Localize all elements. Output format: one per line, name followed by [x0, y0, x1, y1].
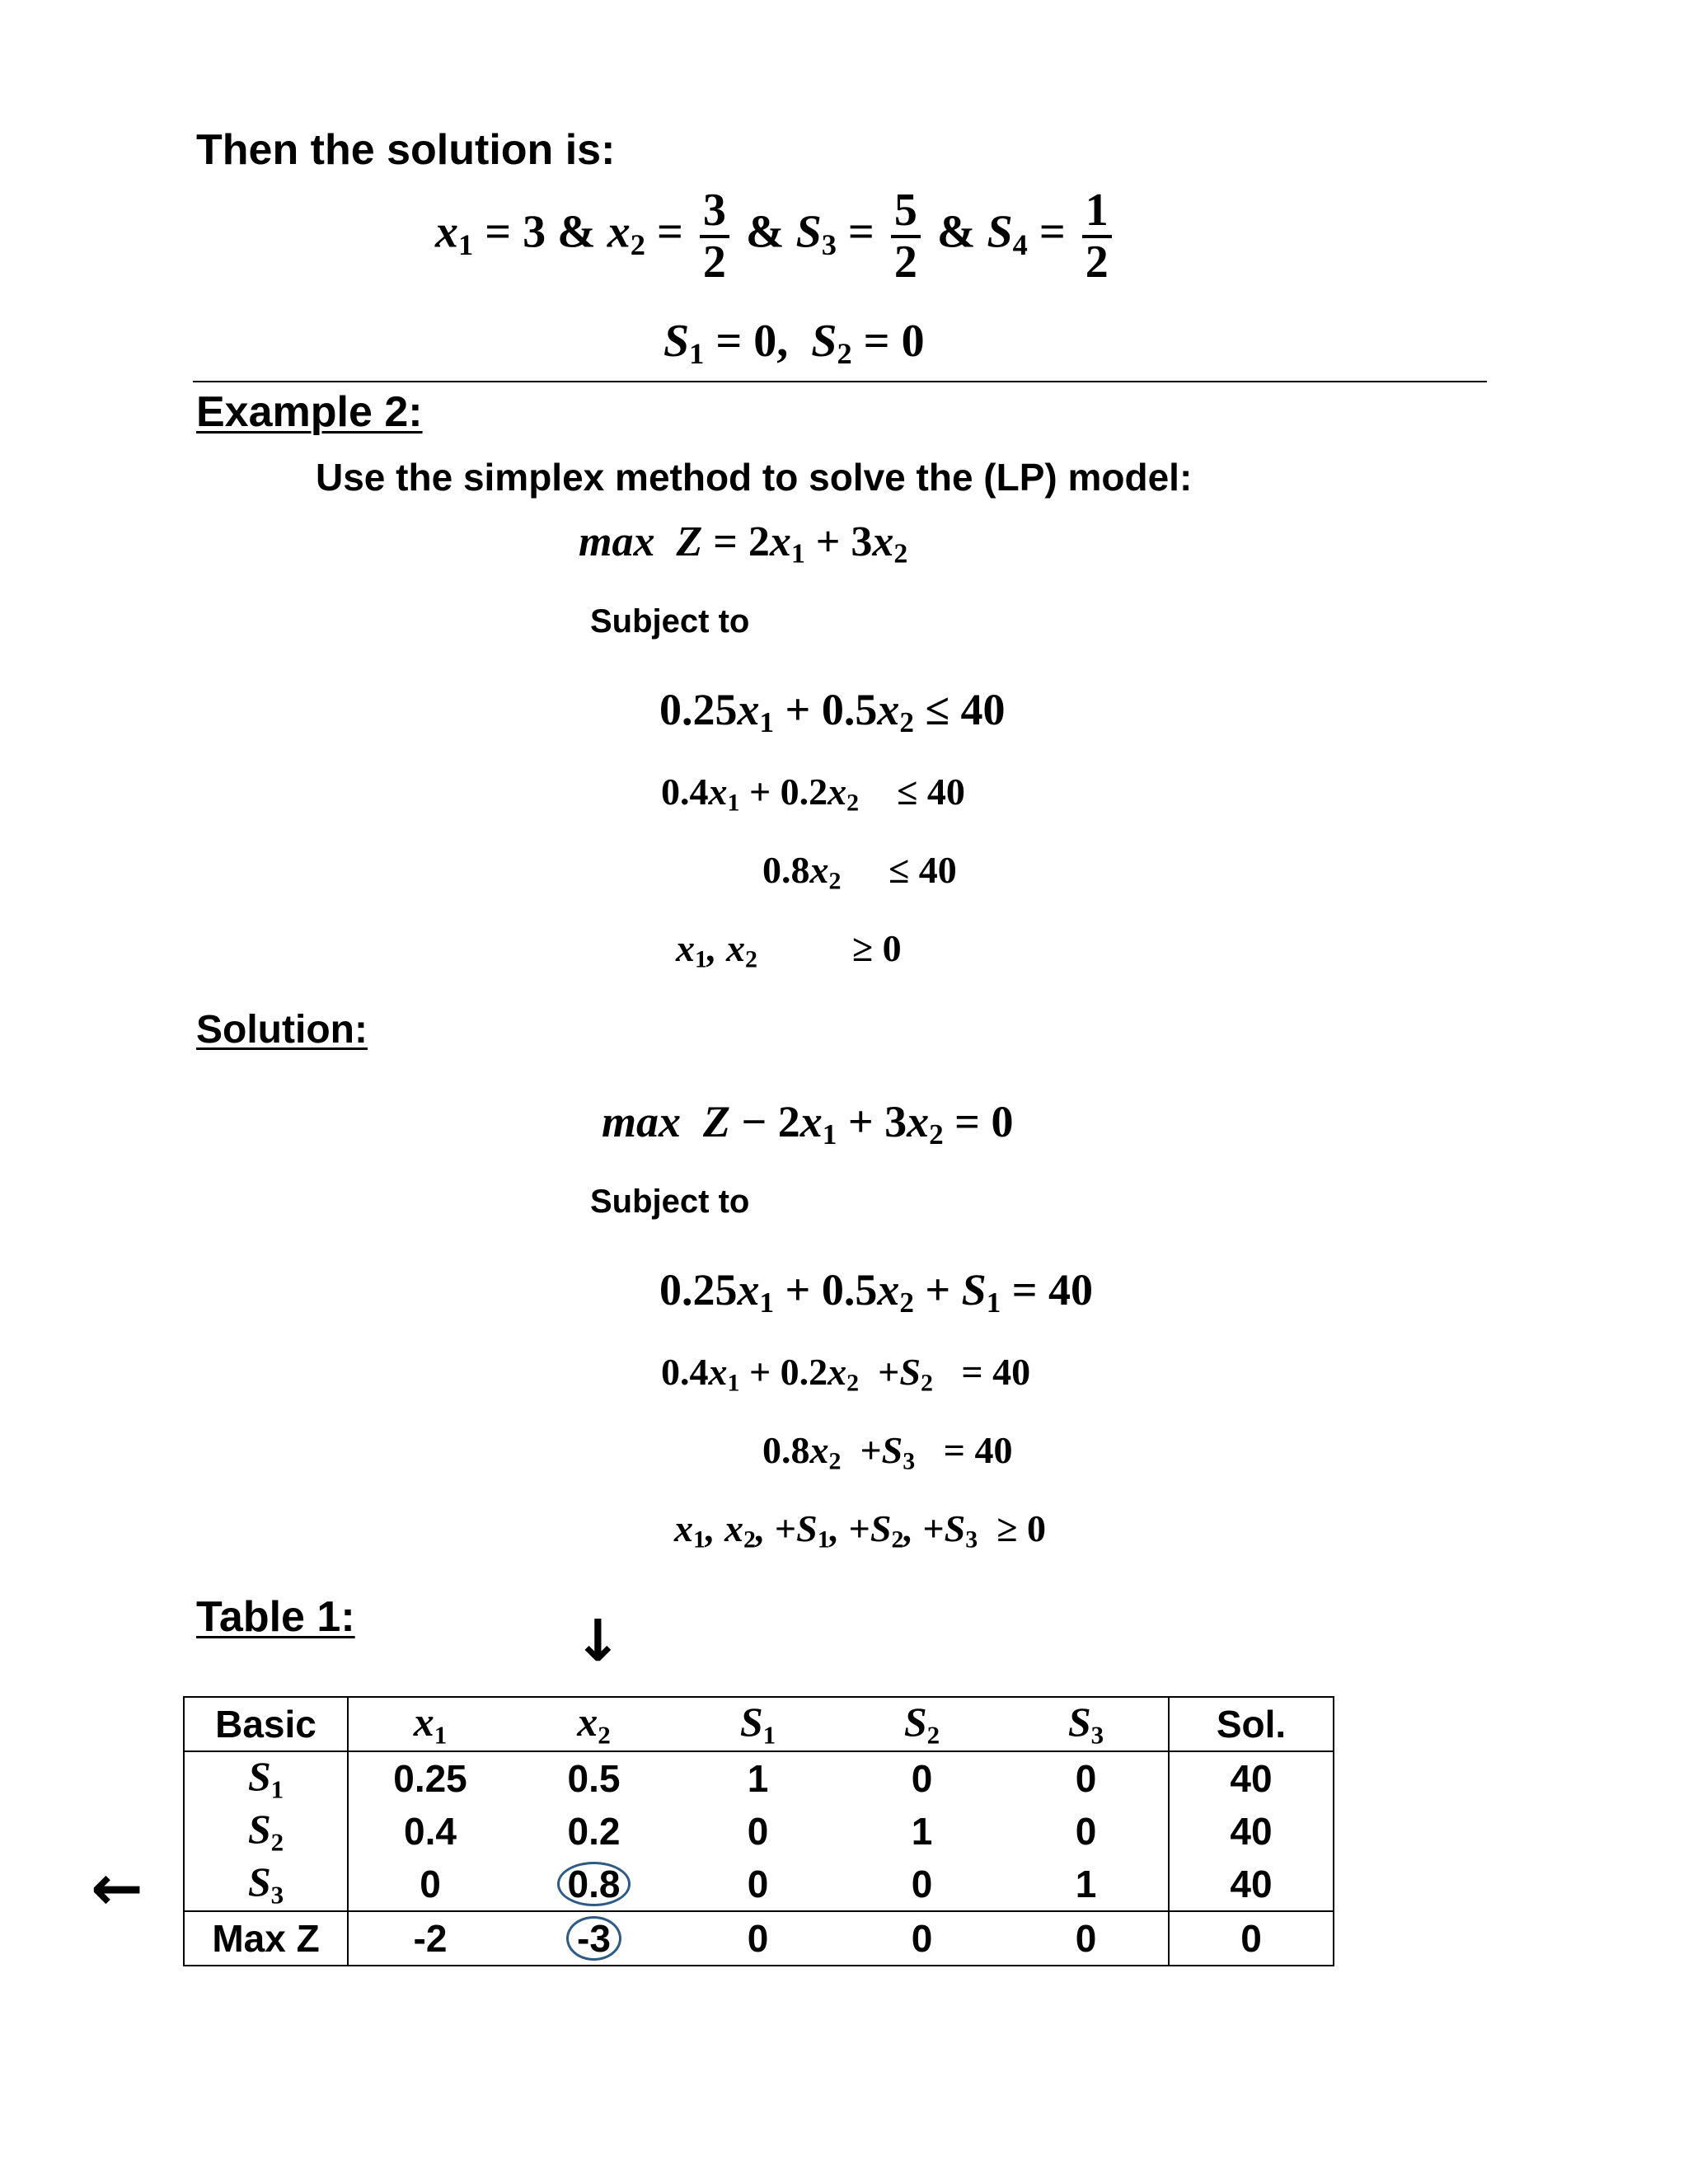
pivot-cell — [512, 1858, 676, 1911]
objective-function: $\max Z = 2x_1 + 3x_2$ — [579, 518, 908, 569]
leaving-variable-arrow-icon: ← — [91, 1851, 143, 1924]
table-header-row — [184, 1697, 1334, 1751]
s4-fraction: $\frac{1}{2}$ — [1082, 186, 1112, 287]
table-cell: 0 — [747, 1917, 769, 1960]
basic-maxz: Max Z — [184, 1911, 348, 1966]
table-cell: 0 — [1240, 1917, 1262, 1960]
header-s1: $S_1$ — [676, 1697, 840, 1751]
solution-values-line: $x_1 = 3$ & $x_2$ = $\frac{3}{2}$ & $S_3$ = $\frac{5}{2}$ & $S_4$ = $\frac{1}{2}$ — [435, 186, 1117, 287]
table-cell: 0.4 — [404, 1810, 457, 1853]
header-s3: $S_3$ — [1004, 1697, 1169, 1751]
table-cell: 0 — [348, 1858, 512, 1911]
constraint-2: $0.4x_1 + 0.2x_2$ ≤ 40 — [661, 771, 965, 817]
header-x2: $x_2$ — [512, 1697, 676, 1751]
slack-zero-line: $S_1 = 0$, $S_2 = 0$ — [663, 316, 925, 371]
constraint-3: $0.8x_2$ ≤ 40 — [762, 849, 957, 895]
x1-value: 3 — [523, 206, 546, 258]
standard-nonnegativity: $x_1$, $x_2$, $+S_1$, $+S_2$, $+S_3 \ge 0$ — [674, 1507, 1046, 1554]
table-cell: 40 — [1230, 1810, 1273, 1853]
table-cell: 0 — [911, 1757, 933, 1800]
table-row — [184, 1858, 1334, 1911]
solution-section-heading: Solution: — [196, 1008, 368, 1052]
basic-s1: $S_1$ — [184, 1751, 348, 1805]
table-cell: 0.5 — [567, 1757, 621, 1800]
entering-coefficient-circle: -3 — [566, 1916, 621, 1961]
table-cell: 1 — [1004, 1858, 1169, 1911]
section-divider — [193, 381, 1487, 382]
entering-cell — [512, 1911, 676, 1966]
table-cell: 0.25 — [393, 1757, 467, 1800]
header-basic: Basic — [184, 1697, 348, 1751]
header-sol: Sol. — [1169, 1697, 1334, 1751]
example-heading: Example 2: — [196, 388, 423, 436]
example-instruction: Use the simplex method to solve the (LP) model: — [316, 456, 1193, 499]
header-x1: $x_1$ — [348, 1697, 512, 1751]
basic-s3: $S_3$ — [184, 1858, 348, 1911]
table-cell: 40 — [1230, 1757, 1273, 1800]
table-cell: 0 — [840, 1858, 1004, 1911]
table-row-objective — [184, 1911, 1334, 1966]
table-cell: 1 — [747, 1757, 769, 1800]
table-cell: 40 — [1169, 1858, 1334, 1911]
standard-objective: $\max Z - 2x_1 + 3x_2 = 0$ — [602, 1097, 1014, 1151]
header-s2: $S_2$ — [840, 1697, 1004, 1751]
table-cell: -2 — [413, 1917, 448, 1960]
pivot-element-circle: 0.8 — [557, 1862, 631, 1906]
subject-to-label-2: Subject to — [590, 1183, 750, 1220]
constraint-1: $0.25x_1 + 0.5x_2 \le 40$ — [659, 685, 1006, 738]
basic-s2: $S_2$ — [184, 1805, 348, 1858]
table-cell: 0.2 — [567, 1810, 621, 1853]
solution-heading: Then the solution is: — [196, 126, 616, 174]
subject-to-label: Subject to — [590, 603, 750, 640]
table-cell: 1 — [911, 1810, 933, 1853]
table-cell: 0 — [1004, 1911, 1169, 1966]
table-cell: 0 — [1004, 1751, 1169, 1805]
standard-constraint-1: $0.25x_1 + 0.5x_2 + S_1 = 40$ — [659, 1265, 1094, 1319]
s3-fraction: $\frac{5}{2}$ — [891, 186, 921, 287]
x2-fraction: $\frac{3}{2}$ — [700, 186, 729, 287]
nonnegativity: $x_1$, $x_2$ ≥ 0 — [676, 927, 902, 973]
table-cell: 0 — [1004, 1805, 1169, 1858]
standard-constraint-2: $0.4x_1 + 0.2x_2 +S_2$ = 40 — [661, 1351, 1031, 1397]
entering-variable-arrow-icon: ↓ — [574, 1607, 622, 1675]
table-row — [184, 1751, 1334, 1805]
standard-constraint-3: $0.8x_2 +S_3$ = 40 — [762, 1429, 1013, 1475]
table-cell: 0 — [676, 1858, 840, 1911]
simplex-table — [183, 1696, 1334, 1966]
table-cell: 0 — [747, 1810, 769, 1853]
table-cell: 0 — [911, 1917, 933, 1960]
table-heading: Table 1: — [196, 1593, 355, 1641]
table-row — [184, 1805, 1334, 1858]
